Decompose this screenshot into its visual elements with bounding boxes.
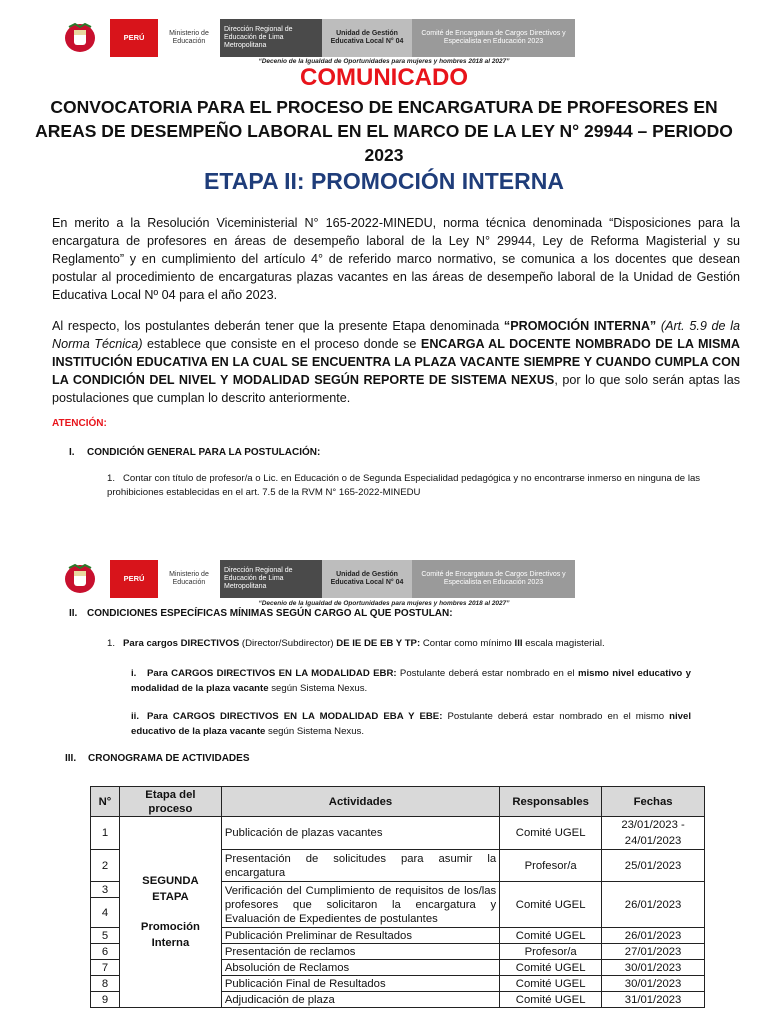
column-header: Responsables	[500, 787, 602, 817]
activity-cell: Presentación de solicitudes para asumir la encargatura	[221, 850, 499, 882]
coat-of-arms-icon	[50, 19, 110, 57]
stage-cell	[119, 817, 221, 1008]
letterhead	[50, 19, 575, 57]
responsible-cell: Comité UGEL	[500, 992, 602, 1008]
stage-subname: Promoción Interna	[140, 921, 200, 949]
attention-label: ATENCIÓN:	[52, 418, 107, 429]
header-committee: Comité de Encargatura de Cargos Directivos y Especialista en Educación 2023	[412, 560, 575, 598]
table-header-row	[91, 787, 705, 817]
row-number: 2	[91, 850, 120, 882]
header-committee: Comité de Encargatura de Cargos Directivos y Especialista en Educación 2023	[412, 19, 575, 57]
date-cell: 27/01/2023	[602, 944, 705, 960]
row-number: 7	[91, 960, 120, 976]
responsible-cell: Comité UGEL	[500, 960, 602, 976]
column-header: N°	[91, 787, 120, 817]
header-ugel: Unidad de Gestión Educativa Local N° 04	[322, 19, 412, 57]
date-cell: 31/01/2023	[602, 992, 705, 1008]
row-number: 9	[91, 992, 120, 1008]
header-ministry: Ministerio de Educación	[158, 560, 220, 598]
activity-cell: Absolución de Reclamos	[221, 960, 499, 976]
row-number: 5	[91, 928, 120, 944]
paragraph-intro: En merito a la Resolución Viceministerial N° 165-2022-MINEDU, norma técnica denominada “Disposiciones para la encargatura de profesores en áreas de desempeño laboral de la Ley N° 29944, Ley de Reforma Magisterial y su Reglamento” y en cumplimiento del artículo 4° de referido marco normativo, se comunica a los docentes que desean postular al procedimiento de encargaturas plazas vacantes en las áreas de desempeño laboral de la Unidad de Gestión Educativa Local Nº 04 para el año 2023.	[52, 216, 740, 302]
date-cell: 23/01/2023 - 24/01/2023	[602, 817, 705, 850]
date-cell: 25/01/2023	[602, 850, 705, 882]
coat-of-arms-icon	[50, 560, 110, 598]
column-header: Fechas	[602, 787, 705, 817]
header-ministry: Ministerio de Educación	[158, 19, 220, 57]
activity-cell: Adjudicación de plaza	[221, 992, 499, 1008]
date-cell: 30/01/2023	[602, 960, 705, 976]
activity-cell: Verificación del Cumplimiento de requisitos de los/las profesores que solicitaron la encargatura y Evaluación de Expedientes de postulantes	[221, 882, 499, 928]
responsible-cell: Comité UGEL	[500, 928, 602, 944]
call-subtitle: CONVOCATORIA PARA EL PROCESO DE ENCARGATURA DE PROFESORES EN AREAS DE DESEMPEÑO LABORAL EN EL MARCO DE LA LEY N° 29944 – PERIODO 2023	[35, 97, 733, 165]
header-country: PERÚ	[110, 19, 158, 57]
table-row	[91, 817, 705, 850]
header-ugel: Unidad de Gestión Educativa Local N° 04	[322, 560, 412, 598]
stage-title: ETAPA II: PROMOCIÓN INTERNA	[204, 168, 564, 194]
activity-cell: Publicación de plazas vacantes	[221, 817, 499, 850]
row-number: 1	[91, 817, 120, 850]
section-specific-conditions: II. CONDICIONES ESPECÍFICAS MÍNIMAS SEGÚN CARGO AL QUE POSTULAN:	[69, 608, 453, 619]
responsible-cell: Comité UGEL	[500, 817, 602, 850]
schedule-table	[90, 786, 705, 1008]
responsible-cell: Comité UGEL	[500, 882, 602, 928]
responsible-cell: Profesor/a	[500, 944, 602, 960]
header-country: PERÚ	[110, 560, 158, 598]
row-number: 6	[91, 944, 120, 960]
section-general-condition: I. CONDICIÓN GENERAL PARA LA POSTULACIÓN:	[69, 447, 321, 458]
specific-condition-ebr: i. Para CARGOS DIRECTIVOS EN LA MODALIDAD EBR: Postulante deberá estar nombrado en el mismo nivel educativo y modalidad de la plaza vacante según Sistema Nexus.	[131, 668, 691, 694]
responsible-cell: Comité UGEL	[500, 976, 602, 992]
stage-name: SEGUNDA ETAPA	[142, 875, 199, 903]
paragraph-details: Al respecto, los postulantes deberán tener que la presente Etapa denominada “PROMOCIÓN INTERNA” (Art. 5.9 de la Norma Técnica) establece que consiste en el proceso donde se ENCARGA AL DOCENTE NOMBRADO DE LA MISMA INSTITUCIÓN EDUCATIVA EN LA CUAL SE ENCUENTRA LA PLAZA VACANTE SIEMPRE Y CUANDO CUMPLA CON LA CONDICIÓN DEL NIVEL Y MODALIDAD SEGÚN REPORTE DE SISTEMA NEXUS, por lo que solo serán aptas las postulaciones que cumplan lo descrito anteriormente.	[52, 319, 741, 405]
date-cell: 26/01/2023	[602, 882, 705, 928]
section-schedule: III. CRONOGRAMA DE ACTIVIDADES	[65, 753, 250, 764]
decenio-motto: “Decenio de la Igualdad de Oportunidades para mujeres y hombres 2018 al 2027”	[258, 58, 510, 65]
activity-cell: Publicación Preliminar de Resultados	[221, 928, 499, 944]
page-title: COMUNICADO	[300, 64, 468, 91]
row-number: 3	[91, 882, 120, 898]
activity-cell: Publicación Final de Resultados	[221, 976, 499, 992]
specific-condition-eba-ebe: ii. Para CARGOS DIRECTIVOS EN LA MODALIDAD EBA Y EBE: Postulante deberá estar nombrado en el mismo nivel educativo de la plaza vacante según Sistema Nexus.	[131, 711, 692, 737]
decenio-motto: “Decenio de la Igualdad de Oportunidades para mujeres y hombres 2018 al 2027”	[258, 600, 510, 607]
column-header: Etapa del proceso	[119, 787, 221, 817]
letterhead-repeat	[50, 560, 575, 598]
specific-condition-item: 1. Para cargos DIRECTIVOS (Director/Subdirector) DE IE DE EB Y TP: Contar como mínimo III escala magisterial.	[107, 638, 605, 649]
activity-cell: Presentación de reclamos	[221, 944, 499, 960]
row-number: 4	[91, 898, 120, 928]
header-regional: Dirección Regional de Educación de Lima Metropolitana	[220, 560, 322, 598]
column-header: Actividades	[221, 787, 499, 817]
date-cell: 30/01/2023	[602, 976, 705, 992]
responsible-cell: Profesor/a	[500, 850, 602, 882]
header-regional: Dirección Regional de Educación de Lima Metropolitana	[220, 19, 322, 57]
row-number: 8	[91, 976, 120, 992]
date-cell: 26/01/2023	[602, 928, 705, 944]
general-condition-item: 1. Contar con título de profesor/a o Lic. en Educación o de Segunda Especialidad pedagógica y no encontrarse inmerso en ninguna de las prohibiciones establecidas en el art. 7.5 de la RVM N° 165-2022-MINEDU	[107, 473, 701, 498]
